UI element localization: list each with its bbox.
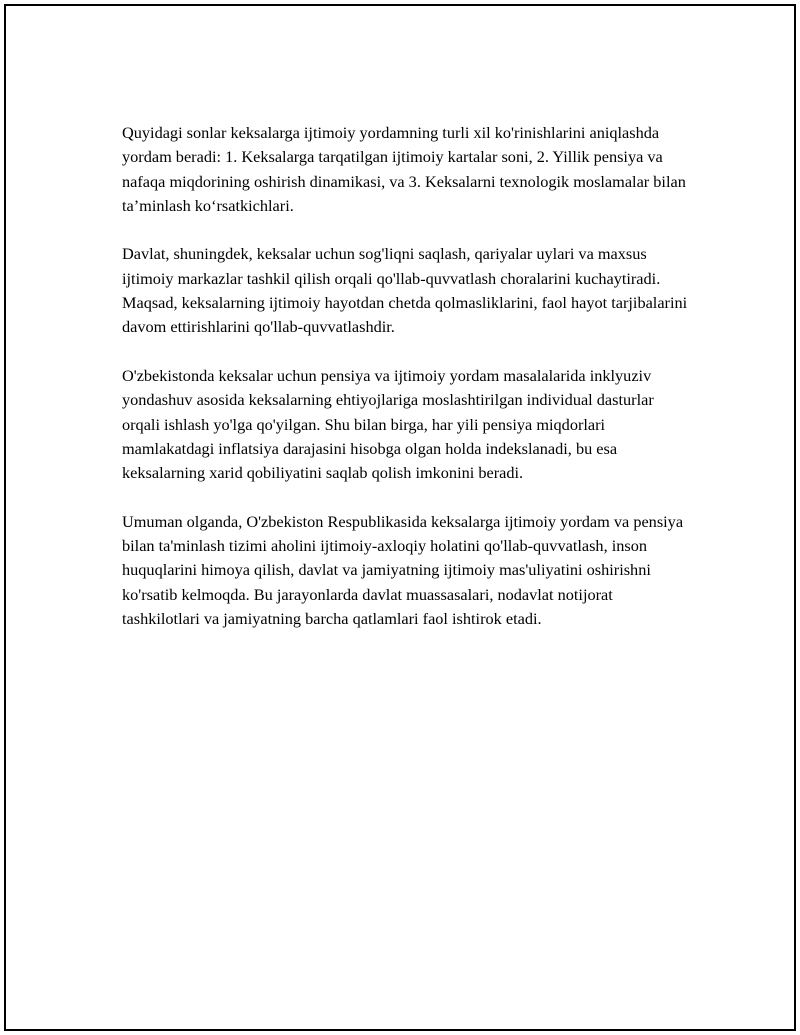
- paragraph-inclusive-approach: O'zbekistonda keksalar uchun pensiya va ijtimoiy yordam masalalarida inklyuziv yondashuv asosida keksalarning ehtiyojlariga moslashtirilgan individual dasturlar orqali ishlash yo'lga qo'yilgan. Shu bilan birga, har yili pensiya miqdorlari mamlakatdagi inflatsiya darajasini hisobga olgan holda indekslanadi, bu esa keksalarning xarid qobiliyatini saqlab qolish imkonini beradi.: [122, 365, 654, 483]
- paragraph-state-support: Davlat, shuningdek, keksalar uchun sog'liqni saqlash, qariyalar uylari va maxsus ijtimoiy markazlar tashkil qilish orqali qo'llab-quvvatlash choralarini kuchaytiradi. Maqsad, keksalarning ijtimoiy hayotdan chetda qolmasliklarini, faol hayot tarjibalarini davom ettirishlarini qo'llab-quvvatlashdir.: [122, 244, 688, 337]
- document-body: [122, 121, 688, 656]
- document-page: [4, 4, 796, 1031]
- paragraph-social-aid-indicators: Quyidagi sonlar keksalarga ijtimoiy yordamning turli xil ko'rinishlarini aniqlashda yordam beradi: 1. Keksalarga tarqatilgan ijtimoiy kartalar soni, 2. Yillik pensiya va nafaqa miqdorining oshirish dinamikasi, va 3. Keksalarni texnologik moslamalar bilan ta’minlash ko‘rsatkichlari.: [122, 123, 686, 215]
- paragraph-conclusion: Umuman olganda, O'zbekiston Respublikasida keksalarga ijtimoiy yordam va pensiya bilan ta'minlash tizimi aholini ijtimoiy-axloqiy holatini qo'llab-quvvatlash, inson huquqlarini himoya qilish, davlat va jamiyatning ijtimoiy mas'uliyatini oshirishni ko'rsatib kelmoqda. Bu jarayonlarda davlat muassasalari, nodavlat notijorat tashkilotlari va jamiyatning barcha qatlamlari faol ishtirok etadi.: [122, 511, 684, 628]
